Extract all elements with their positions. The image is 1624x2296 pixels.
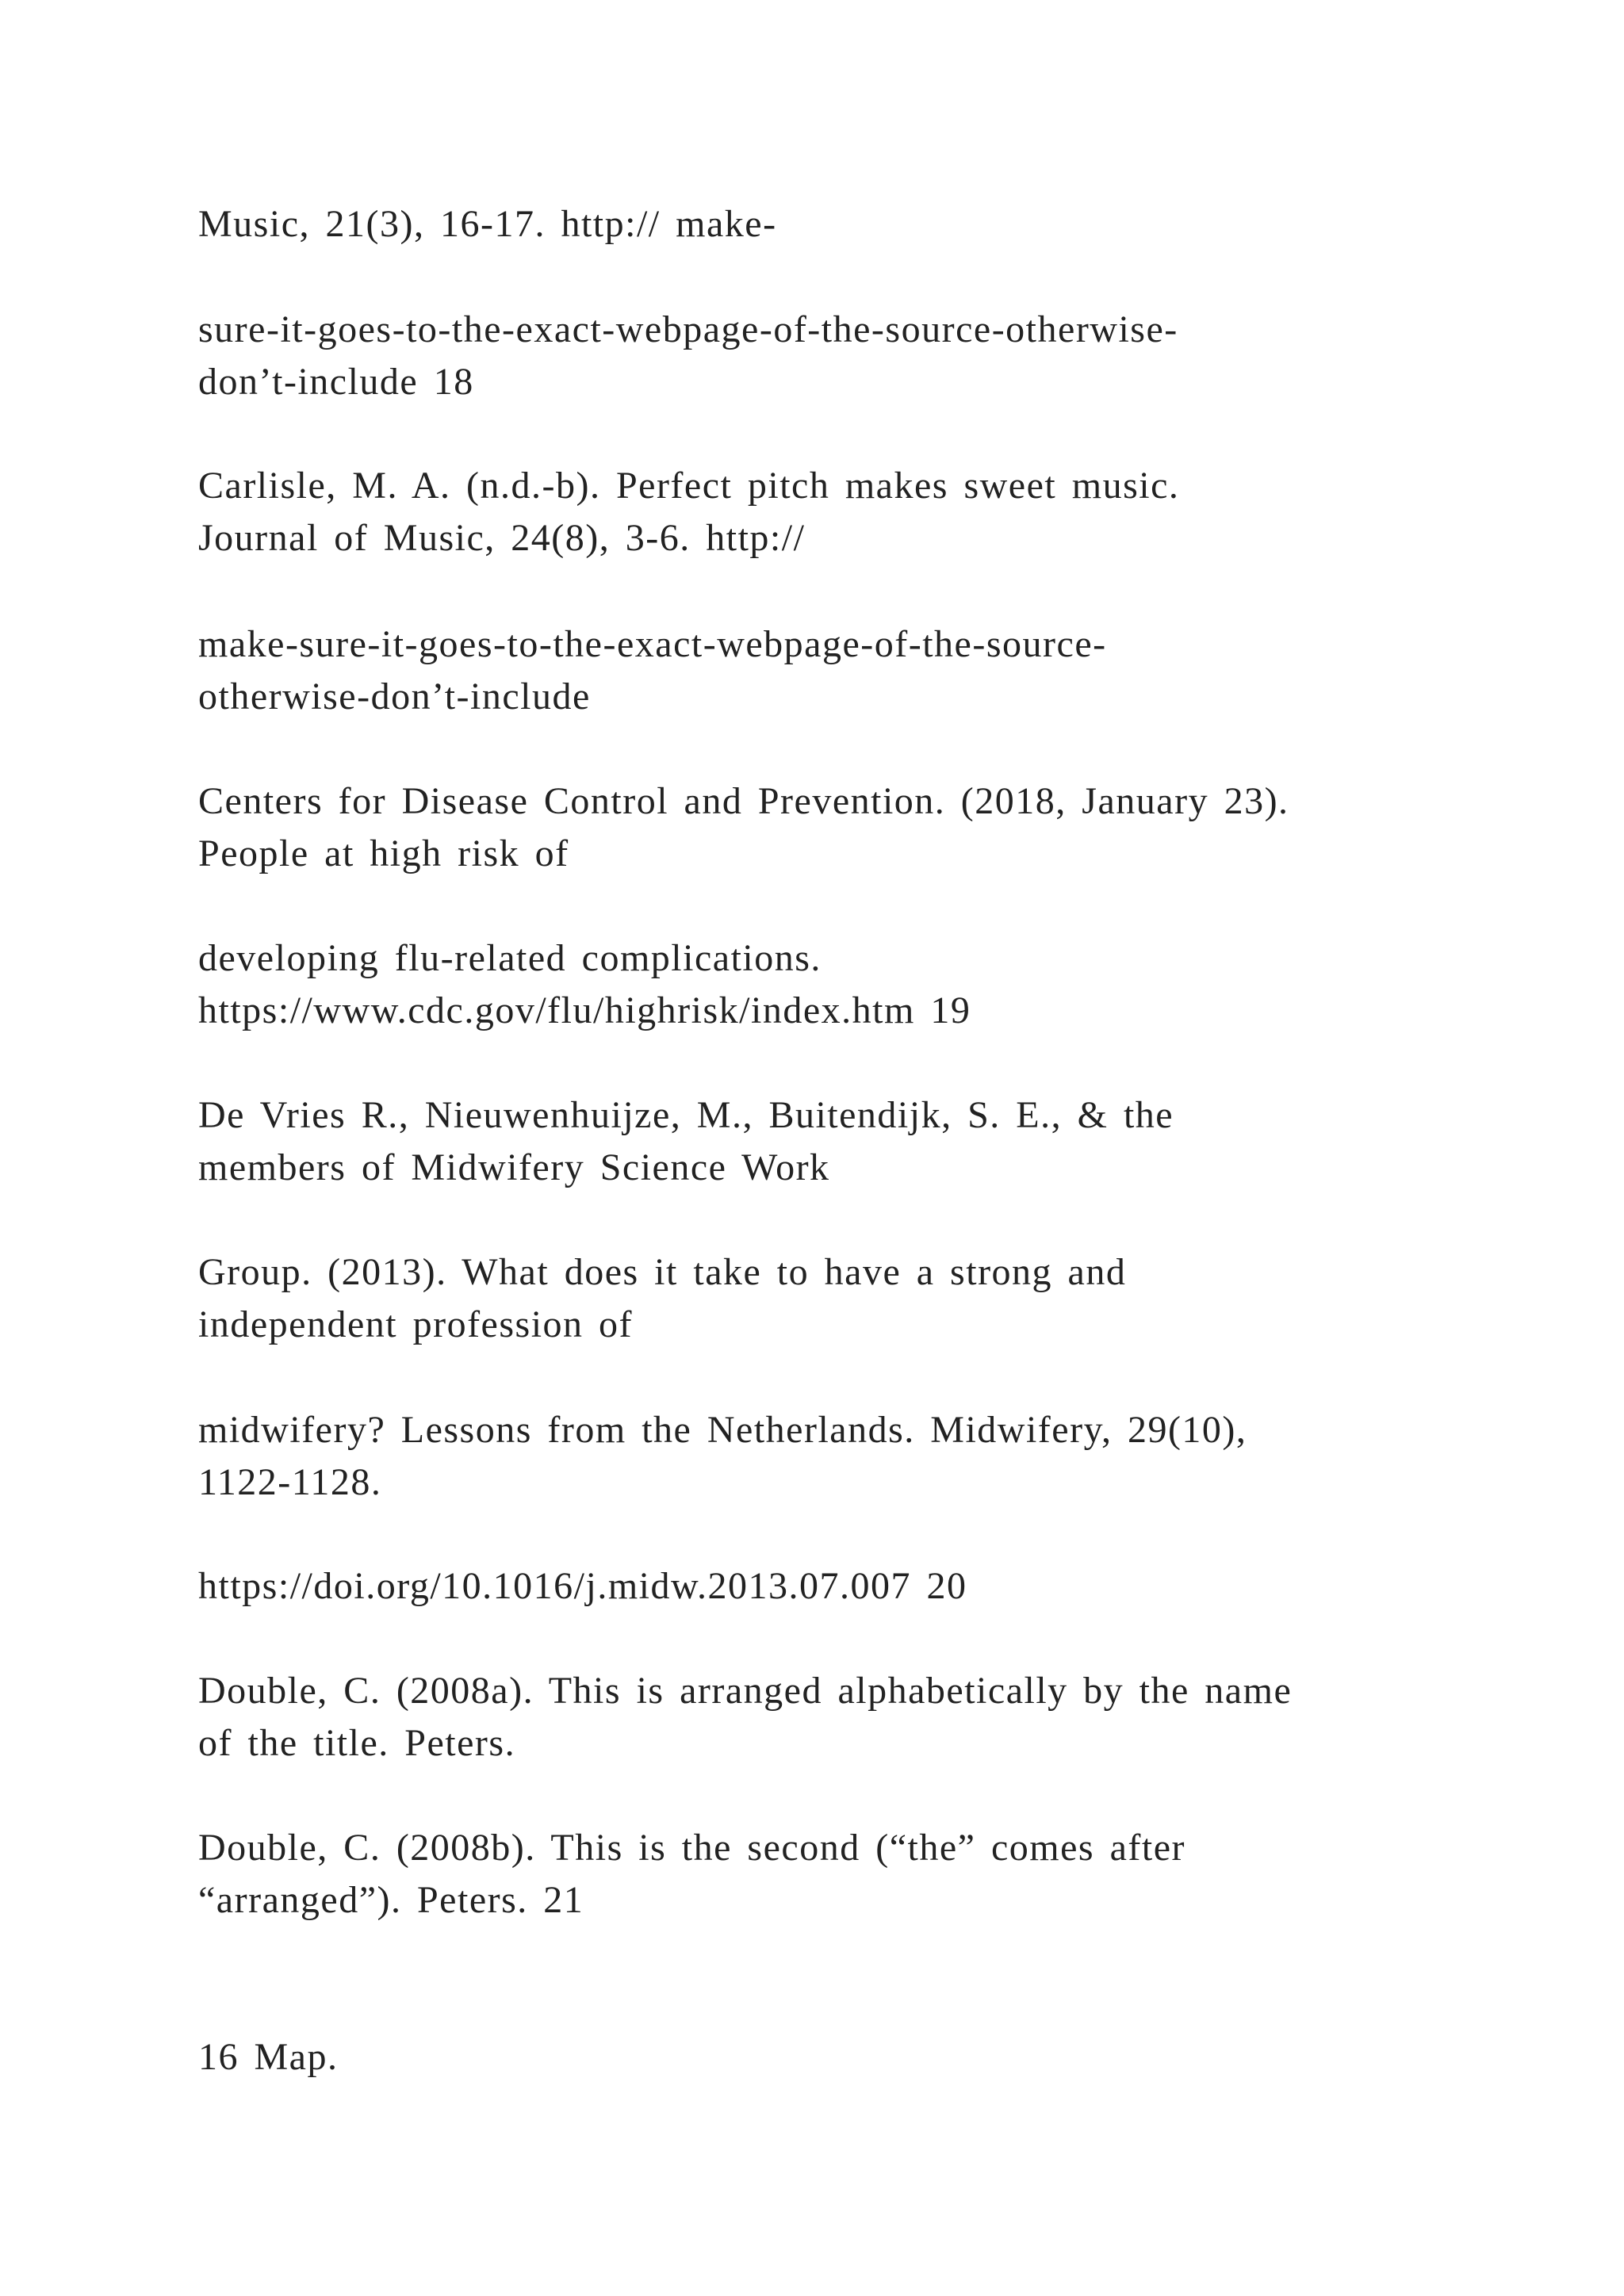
text-line: sure-it-goes-to-the-exact-webpage-of-the-source-otherwise- (198, 308, 1178, 350)
text-line: otherwise-don’t-include (198, 675, 591, 718)
text-line: make-sure-it-goes-to-the-exact-webpage-of-the-source- (198, 623, 1107, 665)
text-line: don’t-include 18 (198, 361, 474, 403)
text-line: Group. (2013). What does it take to have a strong and (198, 1251, 1127, 1293)
text-line: independent profession of (198, 1303, 634, 1345)
text-line: Journal of Music, 24(8), 3-6. http:// (198, 517, 806, 559)
text-line: Carlisle, M. A. (n.d.-b). Perfect pitch makes sweet music. (198, 465, 1180, 507)
text-line: Double, C. (2008a). This is arranged alphabetically by the name (198, 1670, 1293, 1712)
footnote: 16 Map. (198, 2036, 339, 2078)
text-line: members of Midwifery Science Work (198, 1146, 830, 1188)
text-line: Centers for Disease Control and Prevention. (2018, January 23). (198, 780, 1289, 822)
text-line: 1122-1128. (198, 1461, 382, 1503)
text-line: midwifery? Lessons from the Netherlands. Midwifery, 29(10), (198, 1409, 1247, 1451)
text-line: Double, C. (2008b). This is the second (“the” comes after (198, 1827, 1185, 1869)
text-line: https://www.cdc.gov/flu/highrisk/index.htm 19 (198, 989, 971, 1031)
text-line: “arranged”). Peters. 21 (198, 1879, 584, 1921)
text-line: Music, 21(3), 16-17. http:// make- (198, 203, 777, 245)
text-line: developing flu-related complications. (198, 937, 822, 979)
text-line: People at high risk of (198, 832, 569, 874)
text-line: https://doi.org/10.1016/j.midw.2013.07.007 20 (198, 1565, 967, 1607)
text-line: De Vries R., Nieuwenhuijze, M., Buitendijk, S. E., & the (198, 1094, 1174, 1136)
text-line: of the title. Peters. (198, 1722, 516, 1764)
